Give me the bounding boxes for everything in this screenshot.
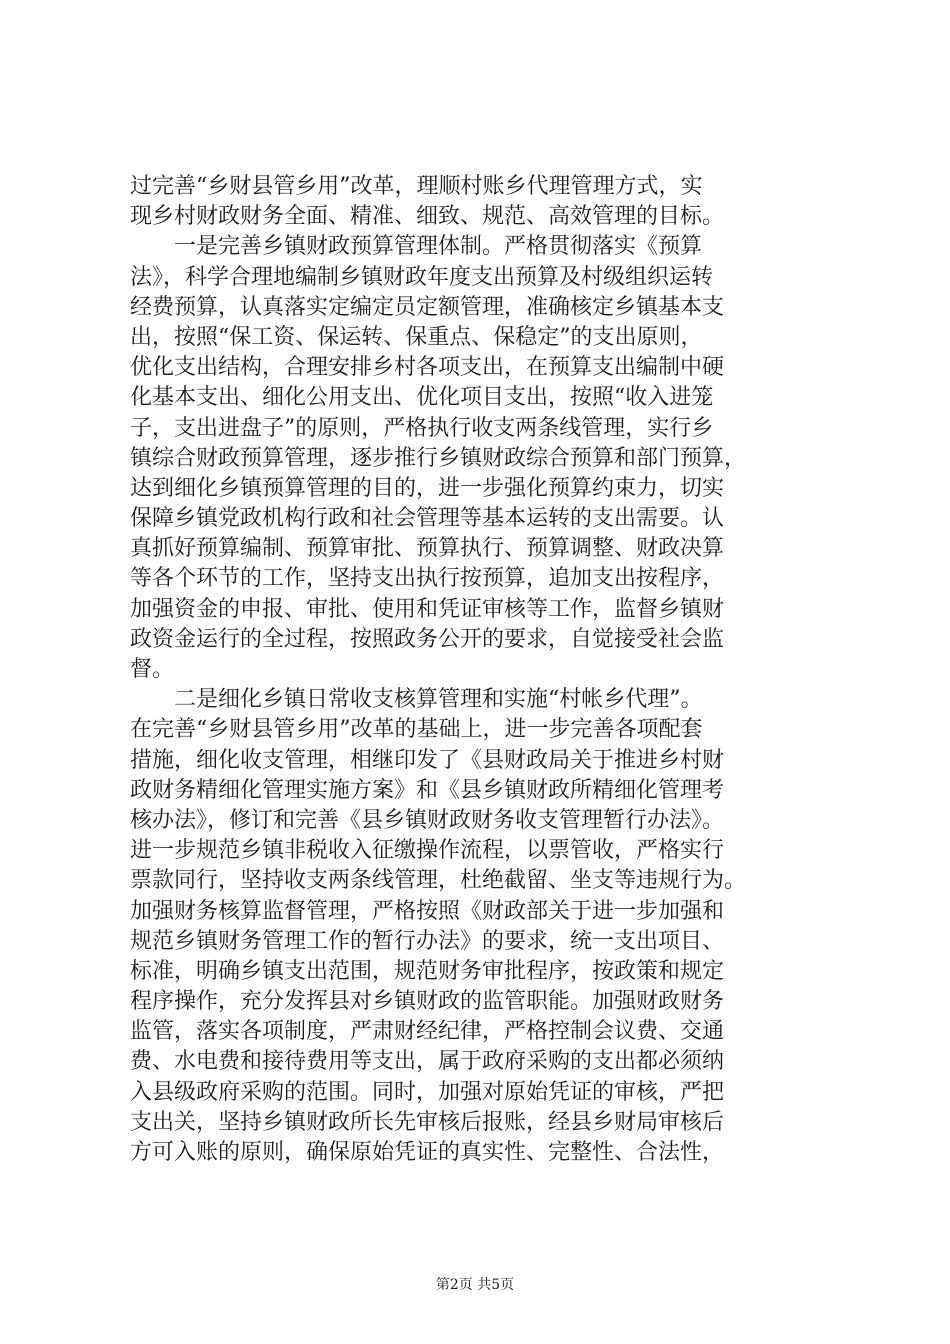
text-line: 子，支出进盘子”的原则，严格执行收支两条线管理，实行乡	[130, 415, 714, 441]
text-line: 等各个环节的工作，坚持支出执行按预算，追加支出按程序，	[130, 566, 725, 592]
text-line: 监管，落实各项制度，严肃财经纪律，严格控制会议费、交通	[130, 1019, 725, 1045]
text-line: 一是完善乡镇财政预算管理体制。严格贯彻落实《预算	[130, 234, 703, 260]
text-line: 进一步规范乡镇非税收入征缴操作流程，以票管收，严格实行	[130, 838, 725, 864]
text-line: 入县级政府采购的范围。同时，加强对原始凭证的审核，严把	[130, 1079, 725, 1105]
text-line: 加强财务核算监督管理，严格按照《财政部关于进一步加强和	[130, 898, 725, 924]
body-text	[130, 172, 830, 1168]
text-line: 优化支出结构，合理安排乡村各项支出，在预算支出编制中硬	[130, 355, 725, 381]
text-line: 支出关，坚持乡镇财政所长先审核后报账，经县乡财局审核后	[130, 1109, 725, 1135]
text-line: 经费预算，认真落实定编定员定额管理，准确核定乡镇基本支	[130, 294, 725, 320]
text-line: 过完善“乡财县管乡用”改革，理顺村账乡代理管理方式，实	[130, 174, 703, 199]
text-line: 镇综合财政预算管理，逐步推行乡镇财政综合预算和部门预算，	[130, 445, 747, 471]
text-line: 核办法》，修订和完善《县乡镇财政财务收支管理暂行办法》。	[130, 807, 725, 833]
text-line: 出，按照“保工资、保运转、保重点、保稳定”的支出原则，	[130, 324, 703, 350]
text-line: 政资金运行的全过程，按照政务公开的要求，自觉接受社会监	[130, 626, 725, 652]
text-line: 加强资金的申报、审批、使用和凭证审核等工作，监督乡镇财	[130, 596, 725, 622]
text-line: 督。	[130, 657, 175, 682]
text-line: 达到细化乡镇预算管理的目的，进一步强化预算约束力，切实	[130, 475, 725, 501]
text-line: 标准，明确乡镇支出范围，规范财务审批程序，按政策和规定	[130, 958, 725, 984]
text-line: 费、水电费和接待费用等支出，属于政府采购的支出都必须纳	[130, 1049, 725, 1075]
text-line: 真抓好预算编制、预算审批、预算执行、预算调整、财政决算	[130, 536, 725, 562]
text-line: 法》，科学合理地编制乡镇财政年度支出预算及村级组织运转	[130, 264, 714, 290]
text-line: 方可入账的原则，确保原始凭证的真实性、完整性、合法性，	[130, 1140, 725, 1165]
text-line: 票款同行，坚持收支两条线管理，杜绝截留、坐支等违规行为。	[130, 868, 747, 894]
page-footer: 第2页 共5页	[435, 1277, 515, 1293]
text-line: 保障乡镇党政机构行政和社会管理等基本运转的支出需要。认	[130, 506, 725, 532]
text-line: 二是细化乡镇日常收支核算管理和实施“村帐乡代理”。	[130, 687, 703, 713]
text-line: 现乡村财政财务全面、精准、细致、规范、高效管理的目标。	[130, 204, 725, 230]
text-line: 措施，细化收支管理，相继印发了《县财政局关于推进乡村财	[130, 747, 725, 773]
text-line: 规范乡镇财务管理工作的暂行办法》的要求，统一支出项目、	[130, 928, 725, 954]
text-line: 政财务精细化管理实施方案》和《县乡镇财政所精细化管理考	[130, 777, 725, 803]
text-line: 程序操作，充分发挥县对乡镇财政的监管职能。加强财政财务	[130, 989, 725, 1015]
text-line: 在完善“乡财县管乡用”改革的基础上，进一步完善各项配套	[130, 717, 703, 743]
text-line: 化基本支出、细化公用支出、优化项目支出，按照“收入进笼	[130, 385, 714, 411]
